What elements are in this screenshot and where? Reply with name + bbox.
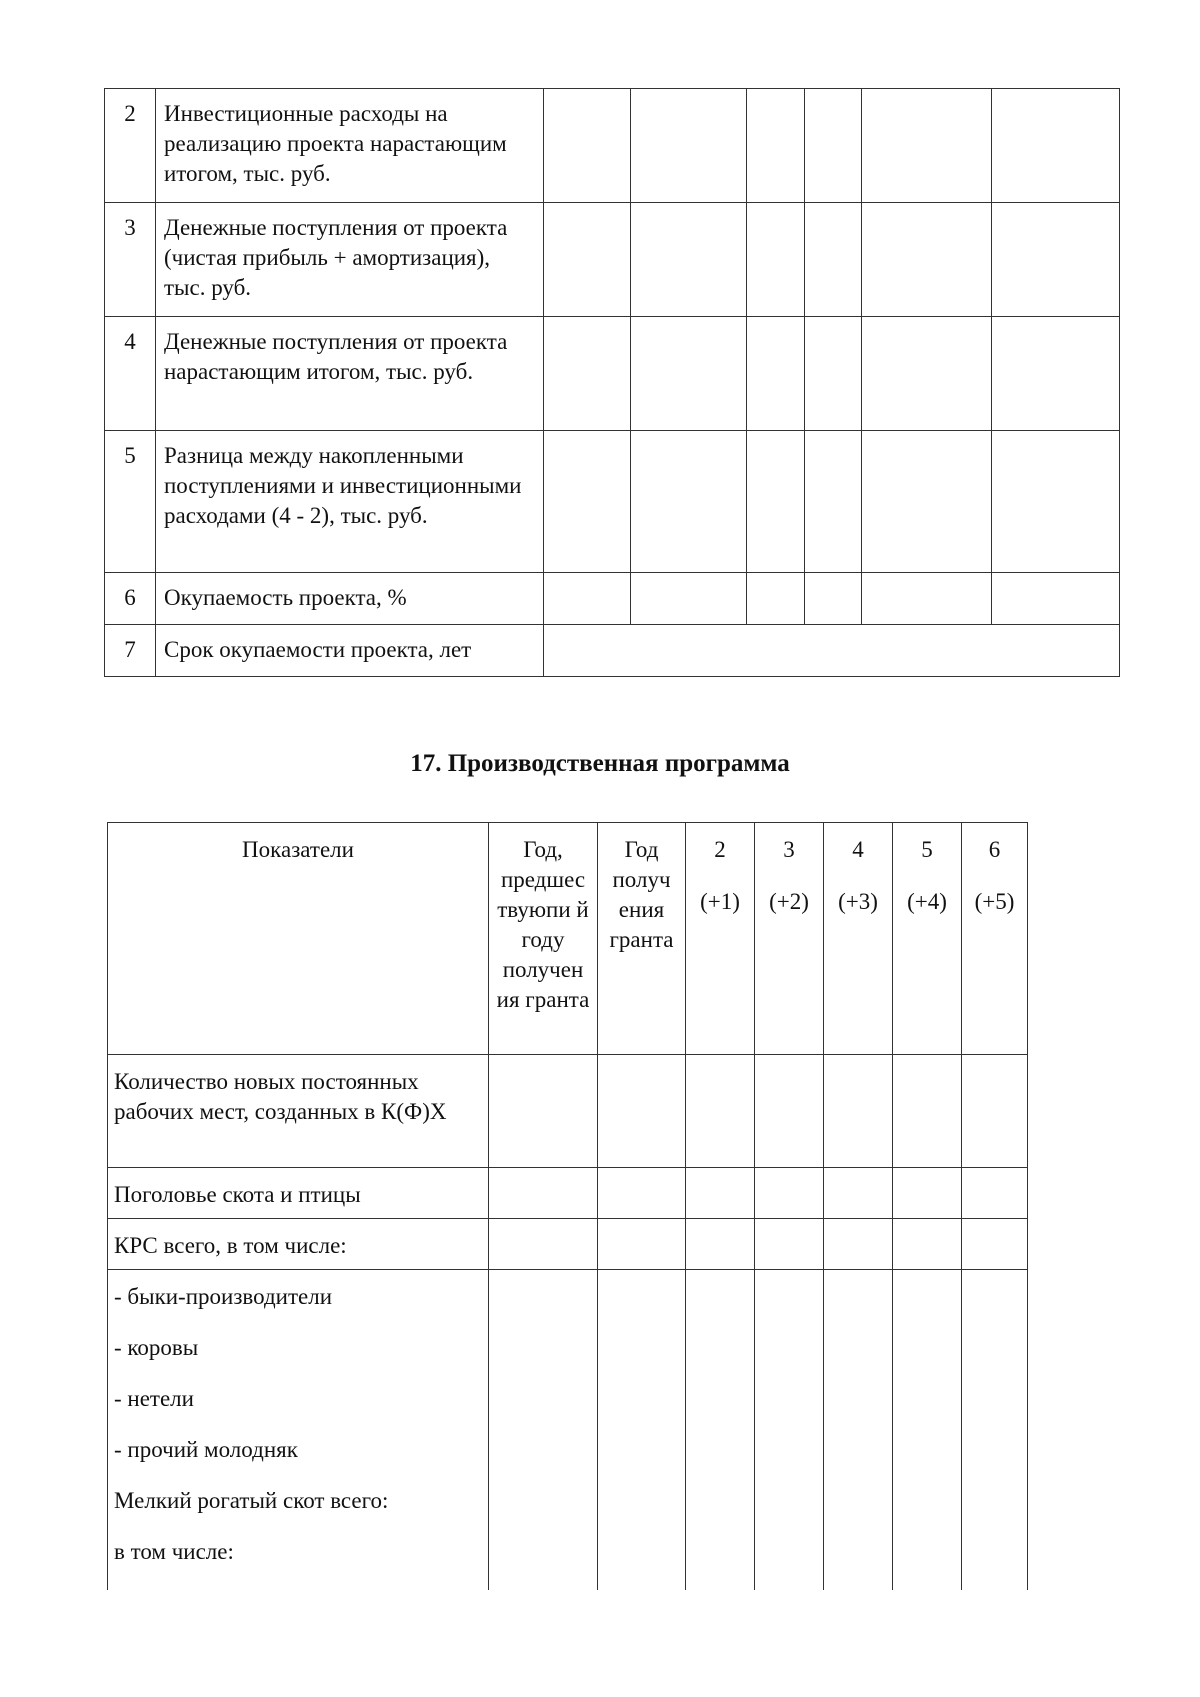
value-cell (824, 1055, 893, 1168)
value-cell (631, 203, 747, 317)
table-row (108, 1168, 1028, 1219)
value-cell (805, 89, 862, 203)
list-item: - прочий молодняк (114, 1437, 298, 1462)
year-number: 6 (988, 837, 1001, 862)
row-number: 3 (105, 203, 156, 317)
row-number: 6 (105, 573, 156, 625)
value-cell (992, 573, 1120, 625)
list-item: - быки-производители (114, 1284, 333, 1309)
header-year (962, 823, 1028, 1055)
year-offset: (+5) (974, 889, 1015, 914)
value-cell (962, 1219, 1028, 1270)
header-year (686, 823, 755, 1055)
list-item: - коровы (114, 1335, 199, 1360)
value-cell (805, 203, 862, 317)
list-item: Мелкий рогатый скот всего: (114, 1488, 389, 1513)
value-cell (893, 1055, 962, 1168)
value-cell (544, 573, 631, 625)
value-cell (631, 573, 747, 625)
section-title: 17. Производственная программа (410, 750, 790, 777)
value-cell (544, 89, 631, 203)
header-row (108, 823, 1028, 1055)
sub-rows-label (108, 1270, 489, 1590)
value-cell (824, 1270, 893, 1590)
value-cell (747, 89, 805, 203)
row-label: Денежные поступления от проекта (чистая прибыль + амортизация), тыс. руб. (156, 203, 544, 317)
merged-value-cell (544, 625, 1120, 677)
value-cell (862, 89, 992, 203)
value-cell (544, 203, 631, 317)
production-program-table (107, 822, 1028, 1590)
year-offset: (+3) (838, 889, 878, 914)
year-number: 2 (714, 837, 726, 862)
value-cell (489, 1168, 598, 1219)
table-row (105, 625, 1120, 677)
value-cell (598, 1219, 686, 1270)
value-cell (755, 1168, 824, 1219)
value-cell (805, 573, 862, 625)
header-prev-year: Год, предшес твуюпи й году получен ия гранта (489, 823, 598, 1055)
table-row (108, 1270, 1028, 1590)
value-cell (544, 431, 631, 573)
table-row (105, 203, 1120, 317)
year-offset: (+1) (700, 889, 740, 914)
row-number: 2 (105, 89, 156, 203)
row-number: 4 (105, 317, 156, 431)
value-cell (755, 1270, 824, 1590)
value-cell (686, 1055, 755, 1168)
value-cell (862, 317, 992, 431)
value-cell (893, 1219, 962, 1270)
table-row (105, 89, 1120, 203)
value-cell (489, 1055, 598, 1168)
row-label: Разница между накопленными поступлениями и инвестиционными расходами (4 - 2), тыс. руб. (156, 431, 544, 573)
header-year (893, 823, 962, 1055)
value-cell (747, 317, 805, 431)
list-item: в том числе: (114, 1539, 234, 1564)
value-cell (686, 1219, 755, 1270)
table-row (105, 573, 1120, 625)
value-cell (962, 1270, 1028, 1590)
value-cell (489, 1270, 598, 1590)
row-label: Поголовье скота и птицы (108, 1168, 489, 1219)
year-number: 3 (783, 837, 795, 862)
row-label: Срок окупаемости проекта, лет (156, 625, 544, 677)
table-row (108, 1219, 1028, 1270)
value-cell (992, 89, 1120, 203)
table-row (108, 1055, 1028, 1168)
value-cell (598, 1055, 686, 1168)
value-cell (544, 317, 631, 431)
value-cell (747, 573, 805, 625)
header-year (824, 823, 893, 1055)
value-cell (805, 317, 862, 431)
value-cell (805, 431, 862, 573)
value-cell (824, 1219, 893, 1270)
value-cell (893, 1168, 962, 1219)
value-cell (992, 203, 1120, 317)
header-indicator: Показатели (108, 823, 489, 1055)
value-cell (992, 431, 1120, 573)
value-cell (755, 1219, 824, 1270)
value-cell (862, 573, 992, 625)
row-number: 7 (105, 625, 156, 677)
year-number: 4 (852, 837, 864, 862)
row-label: Инвестиционные расходы на реализацию проекта нарастающим итогом, тыс. руб. (156, 89, 544, 203)
value-cell (747, 203, 805, 317)
value-cell (862, 203, 992, 317)
row-label: КРС всего, в том числе: (108, 1219, 489, 1270)
header-grant-year: Год получ ения гранта (598, 823, 686, 1055)
value-cell (755, 1055, 824, 1168)
table-row (105, 431, 1120, 573)
value-cell (992, 317, 1120, 431)
list-item: - нетели (114, 1386, 194, 1411)
row-label: Денежные поступления от проекта нарастающим итогом, тыс. руб. (156, 317, 544, 431)
value-cell (631, 317, 747, 431)
value-cell (962, 1168, 1028, 1219)
value-cell (862, 431, 992, 573)
year-offset: (+4) (907, 889, 947, 914)
value-cell (489, 1219, 598, 1270)
value-cell (686, 1270, 755, 1590)
value-cell (686, 1168, 755, 1219)
year-offset: (+2) (769, 889, 809, 914)
table-row (105, 317, 1120, 431)
value-cell (747, 431, 805, 573)
value-cell (893, 1270, 962, 1590)
value-cell (824, 1168, 893, 1219)
value-cell (631, 431, 747, 573)
header-year (755, 823, 824, 1055)
row-label: Количество новых постоянных рабочих мест, созданных в К(Ф)Х (108, 1055, 489, 1168)
value-cell (598, 1168, 686, 1219)
payback-table (104, 88, 1120, 677)
value-cell (962, 1055, 1028, 1168)
row-number: 5 (105, 431, 156, 573)
value-cell (598, 1270, 686, 1590)
value-cell (631, 89, 747, 203)
row-label: Окупаемость проекта, % (156, 573, 544, 625)
year-number: 5 (921, 837, 933, 862)
